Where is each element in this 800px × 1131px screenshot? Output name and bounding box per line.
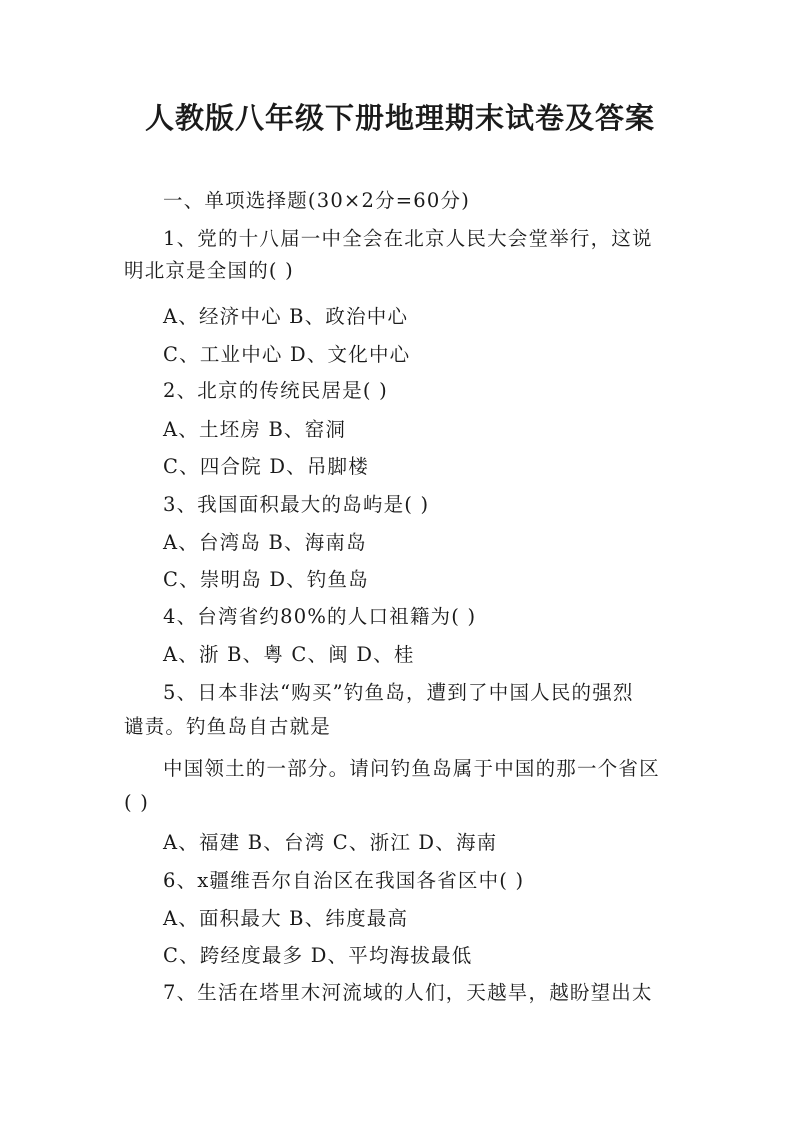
question-1-cont: 明北京是全国的( ) xyxy=(124,259,294,282)
question-1-options-a: A、经济中心 B、政治中心 xyxy=(163,305,409,328)
question-4-options: A、浙 B、粤 C、闽 D、桂 xyxy=(163,643,415,666)
question-5-cont-1: 谴责。钓鱼岛自古就是 xyxy=(124,715,332,738)
question-5-cont-2: 中国领土的一部分。请问钓鱼岛属于中国的那一个省区 xyxy=(163,757,660,780)
question-7: 7、生活在塔里木河流域的人们，天越旱，越盼望出太 xyxy=(163,981,653,1004)
question-5-cont-3: ( ) xyxy=(124,791,150,814)
question-5: 5、日本非法“购买”钓鱼岛，遭到了中国人民的强烈 xyxy=(163,681,634,704)
question-6-options-c: C、跨经度最多 D、平均海拔最低 xyxy=(163,944,473,967)
question-4: 4、台湾省约80%的人口祖籍为( ) xyxy=(163,605,477,628)
question-5-options: A、福建 B、台湾 C、浙江 D、海南 xyxy=(163,831,498,854)
question-2: 2、北京的传统民居是( ) xyxy=(163,379,388,402)
question-6-options-a: A、面积最大 B、纬度最高 xyxy=(163,907,409,930)
question-3: 3、我国面积最大的岛屿是( ) xyxy=(163,493,430,516)
document-title: 人教版八年级下册地理期末试卷及答案 xyxy=(144,101,655,135)
question-3-options-a: A、台湾岛 B、海南岛 xyxy=(163,531,367,554)
question-1: 1、党的十八届一中全会在北京人民大会堂举行，这说 xyxy=(163,227,653,250)
question-3-options-c: C、崇明岛 D、钓鱼岛 xyxy=(163,568,369,591)
section-heading: 一、单项选择题(30×2分=60分) xyxy=(163,189,471,212)
question-2-options-a: A、土坯房 B、窑洞 xyxy=(163,418,347,441)
question-1-options-c: C、工业中心 D、文化中心 xyxy=(163,343,411,366)
question-6: 6、x疆维吾尔自治区在我国各省区中( ) xyxy=(163,869,525,892)
question-2-options-c: C、四合院 D、吊脚楼 xyxy=(163,455,369,478)
